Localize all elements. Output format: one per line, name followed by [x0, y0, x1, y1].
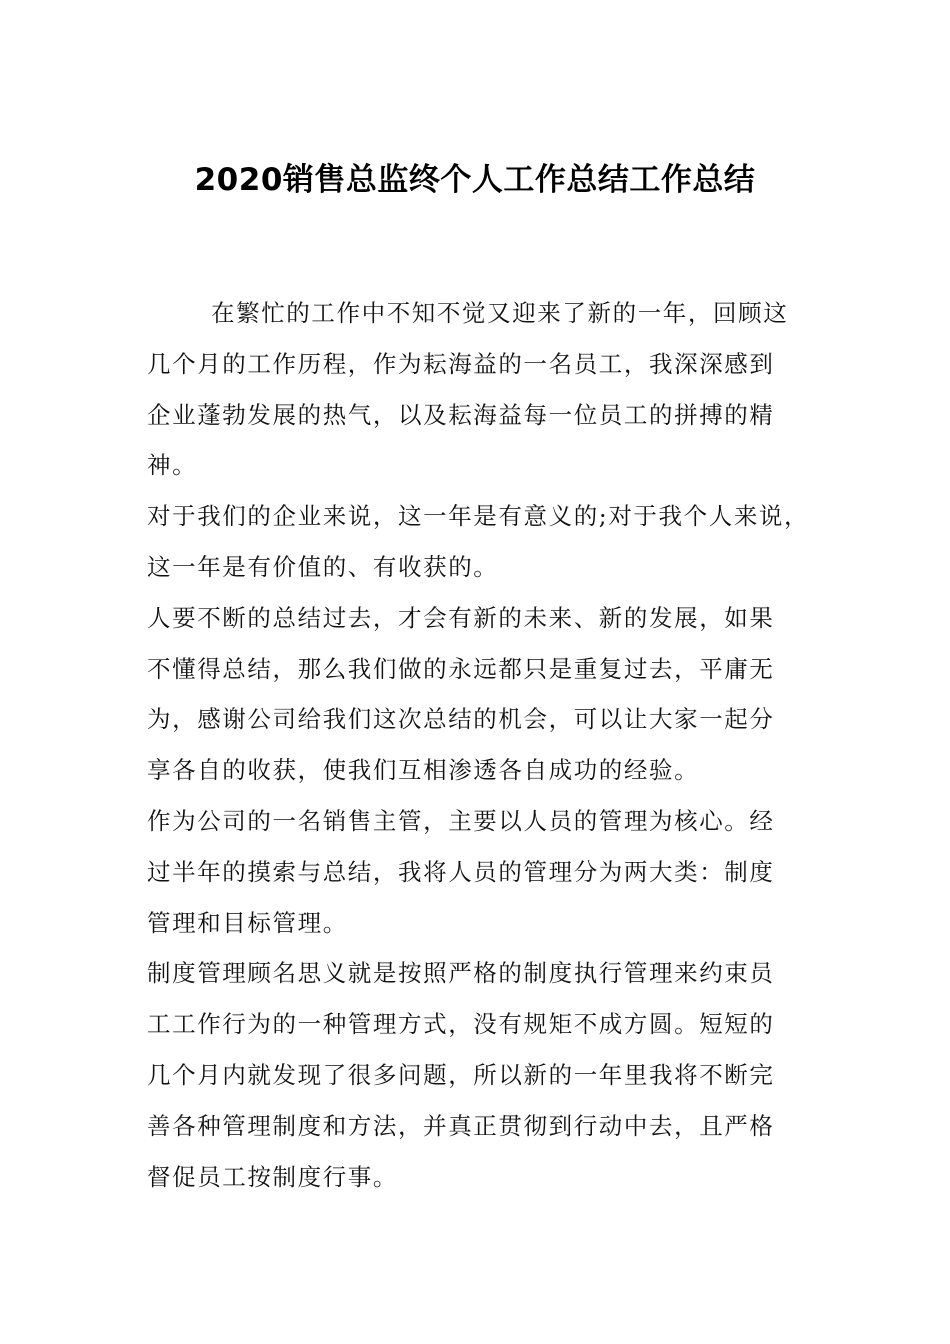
- text-line: 几个月内就发现了很多问题，所以新的一年里我将不断完: [147, 1060, 775, 1089]
- text-line: 对于我们的企业来说，这一年是有意义的;对于我个人来说，: [147, 502, 810, 531]
- text-line: 作为公司的一名销售主管，主要以人员的管理为核心。经: [147, 806, 775, 835]
- text-line: 在繁忙的工作中不知不觉又迎来了新的一年，回顾这: [211, 299, 789, 327]
- text-line: 善各种管理制度和方法，并真正贯彻到行动中去，且严格: [147, 1111, 775, 1140]
- page-title: 2020销售总监终个人工作总结工作总结: [194, 162, 756, 198]
- text-line: 享各自的收获，使我们互相渗透各自成功的经验。: [147, 756, 700, 785]
- text-line: 不懂得总结，那么我们做的永远都只是重复过去，平庸无: [147, 654, 775, 683]
- text-line: 工工作行为的一种管理方式，没有规矩不成方圆。短短的: [147, 1010, 775, 1039]
- text-line: 管理和目标管理。: [147, 908, 348, 937]
- text-line: 人要不断的总结过去，才会有新的未来、新的发展，如果: [147, 603, 775, 632]
- text-line: 为，感谢公司给我们这次总结的机会，可以让大家一起分: [147, 705, 775, 734]
- text-line: 神。: [147, 451, 198, 480]
- text-line: 过半年的摸索与总结，我将人员的管理分为两大类：制度: [147, 857, 775, 886]
- document-body: [147, 288, 815, 1202]
- text-line: 企业蓬勃发展的热气，以及耘海益每一位员工的拼搏的精: [147, 400, 775, 429]
- text-line: 这一年是有价值的、有收获的。: [147, 552, 499, 581]
- text-line: 几个月的工作历程，作为耘海益的一名员工，我深深感到: [147, 349, 775, 378]
- text-line: 督促员工按制度行事。: [147, 1162, 398, 1191]
- text-line: 制度管理顾名思义就是按照严格的制度执行管理来约束员: [147, 959, 775, 988]
